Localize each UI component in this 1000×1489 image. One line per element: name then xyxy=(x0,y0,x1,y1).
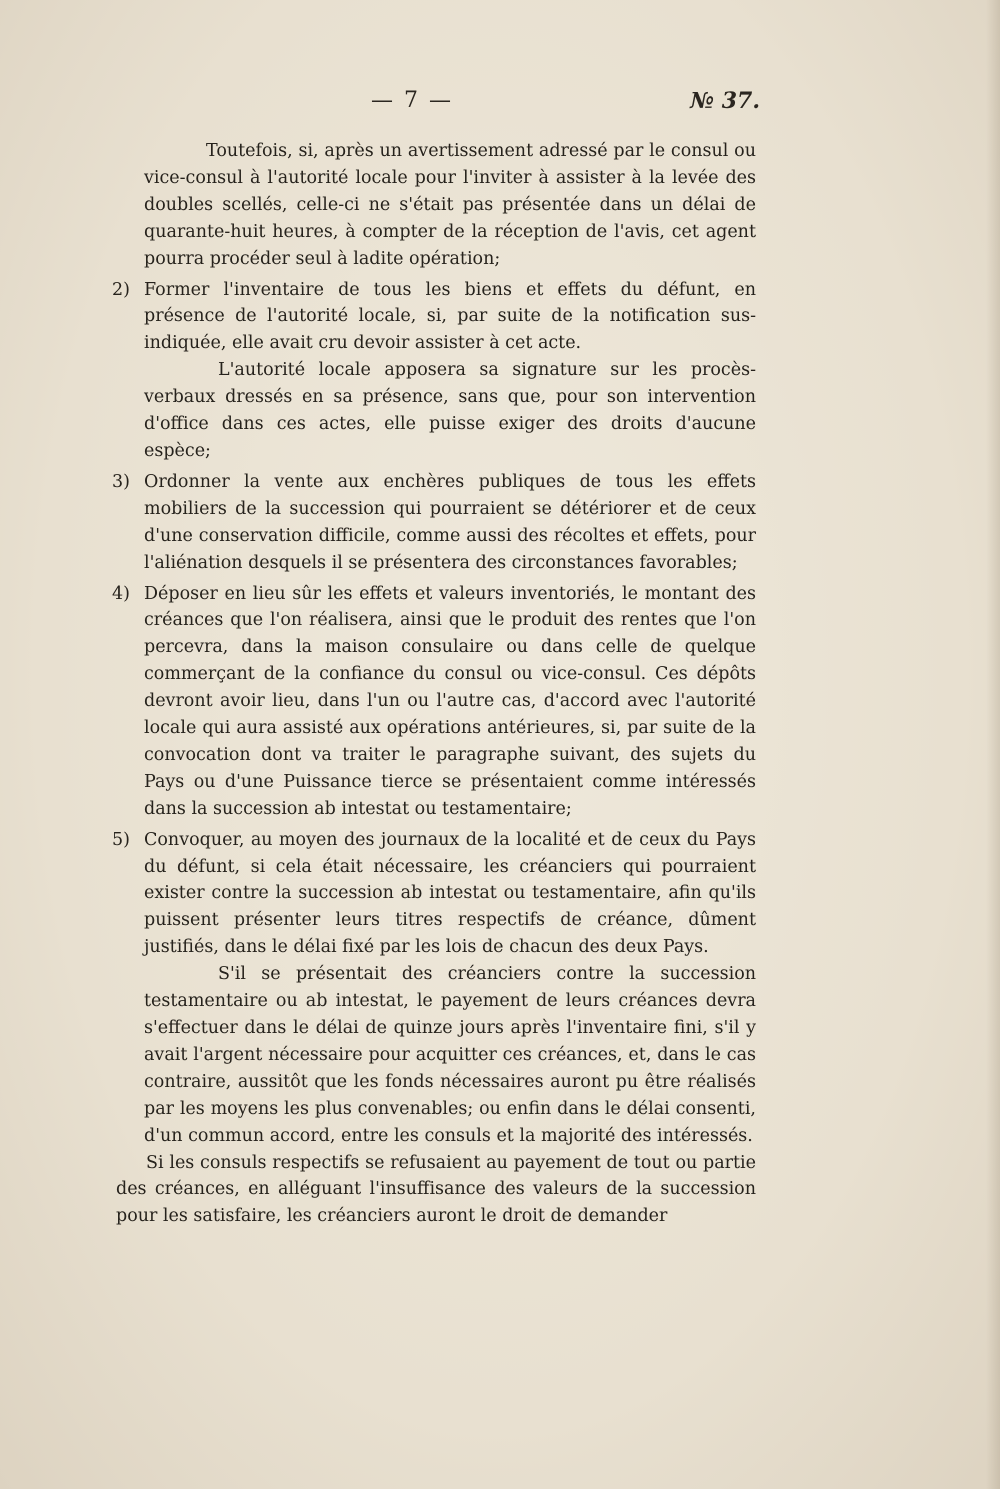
paragraph-consuls: Si les consuls respectifs se refusaient au payement de tout ou partie des créances, en alléguant l'insuffisance des valeurs de la succession pour les satisfaire, les créanciers auront le droit de demander xyxy=(116,1152,756,1227)
item-number: 2) xyxy=(112,279,130,300)
list-item-2 xyxy=(0,277,1000,358)
page-header xyxy=(0,88,1000,124)
item-text: Déposer en lieu sûr les effets et valeurs inventoriés, le montant des créances que l'on réalisera, ainsi que le produit des rentes que l'on percevra, dans la maison consulaire ou dans celle de quelque commerçant de la confiance du consul ou vice-consul. Ces dépôts devront avoir lieu, dans l'un ou l'autre cas, d'accord avec l'autorité locale qui aura assisté aux opérations antérieures, si, par suite de la convocation dont va traiter le paragraphe suivant, des sujets du Pays ou d'une Puissance tierce se présentaient comme intéressés dans la succession ab intestat ou testamentaire; xyxy=(144,583,756,819)
page-number: — 7 — xyxy=(371,88,453,113)
item-text: Convoquer, au moyen des journaux de la localité et de ceux du Pays du défunt, si cela était nécessaire, les créanciers qui pourraient exister contre la succession ab intestat ou testamentaire, afin qu'ils puissent présenter leurs titres respectifs de créance, dûment justifiés, dans le délai fixé par les lois de chacun des deux Pays. xyxy=(144,829,756,958)
document-body xyxy=(0,138,1000,1230)
item-number: 5) xyxy=(112,829,130,850)
paragraph-toutefois: Toutefois, si, après un avertissement adressé par le consul ou vice-consul à l'autorité locale pour l'inviter à assister à la levée des doubles scellés, celle-ci ne s'était pas présentée dans un délai de quarante-huit heures, à compter de la réception de l'avis, cet agent pourra procéder seul à ladite opération; xyxy=(144,141,756,269)
paragraph-creanciers: S'il se présentait des créanciers contre la succession testamentaire ou ab intestat, le payement de leurs créances devra s'effectuer dans le délai de quinze jours après l'inventaire fini, s'il y avait l'argent nécessaire pour acquitter ces créances, et, dans le cas contraire, aussitôt que les fonds nécessaires auront pu être réalisés par les moyens les plus convenables; ou enfin dans le délai consenti, d'un commun accord, entre les consuls et la majorité des intéressés. xyxy=(144,964,756,1146)
paragraph-signature: L'autorité locale apposera sa signature sur les procès-verbaux dressés en sa présence, sans que, pour son intervention d'office dans ces actes, elle puisse exiger des droits d'aucune espèce; xyxy=(144,360,756,461)
item-text: Ordonner la vente aux enchères publiques de tous les effets mobiliers de la succession qui pourraient se détériorer et de ceux d'une conservation difficile, comme aussi des récoltes et effets, pour l'aliénation desquels il se présentera des circonstances favorables; xyxy=(144,471,756,573)
item-number: 4) xyxy=(112,583,130,604)
item-number: 3) xyxy=(112,471,130,492)
list-item-4 xyxy=(0,581,1000,823)
item-text: Former l'inventaire de tous les biens et effets du défunt, en présence de l'autorité locale, si, par suite de la notification sus-indiquée, elle avait cru devoir assister à cet acte. xyxy=(144,279,756,354)
list-item-5 xyxy=(0,827,1000,962)
document-number: № 37. xyxy=(690,88,760,114)
list-item-3 xyxy=(0,469,1000,577)
